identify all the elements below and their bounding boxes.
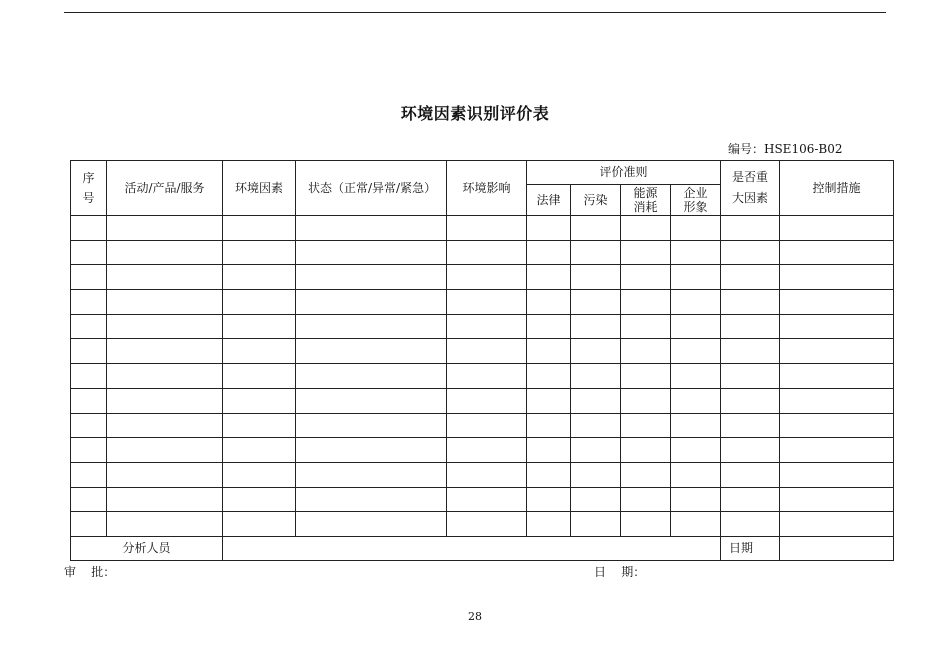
table-cell[interactable] <box>621 240 671 265</box>
table-cell[interactable] <box>447 487 527 512</box>
evaluation-table <box>70 160 894 561</box>
table-cell[interactable] <box>780 265 894 290</box>
table-cell[interactable] <box>527 314 571 339</box>
table-cell[interactable] <box>107 240 223 265</box>
analyst-input[interactable] <box>223 536 721 560</box>
table-cell[interactable] <box>71 314 107 339</box>
table-row <box>71 512 894 537</box>
table-cell[interactable] <box>107 339 223 364</box>
table-cell[interactable] <box>107 216 223 241</box>
table-cell[interactable] <box>571 216 621 241</box>
table-row <box>71 240 894 265</box>
table-cell[interactable] <box>780 290 894 315</box>
table-row <box>71 487 894 512</box>
table-cell[interactable] <box>571 512 621 537</box>
table-cell[interactable] <box>721 339 780 364</box>
table-row <box>71 438 894 463</box>
table-cell[interactable] <box>223 290 296 315</box>
table-cell[interactable] <box>527 216 571 241</box>
table-cell[interactable] <box>447 216 527 241</box>
table-cell[interactable] <box>671 364 721 389</box>
table-cell[interactable] <box>621 265 671 290</box>
header-criteria-energy: 能源消耗 <box>621 185 671 216</box>
table-cell[interactable] <box>223 216 296 241</box>
header-impact: 环境影响 <box>447 161 527 216</box>
table-cell[interactable] <box>671 314 721 339</box>
document-title: 环境因素识别评价表 <box>400 104 550 123</box>
table-cell[interactable] <box>71 339 107 364</box>
table-cell[interactable] <box>621 290 671 315</box>
table-cell[interactable] <box>721 512 780 537</box>
table-cell[interactable] <box>621 487 671 512</box>
header-criteria-group: 评价准则 <box>527 161 721 185</box>
table-cell[interactable] <box>721 388 780 413</box>
table-cell[interactable] <box>527 290 571 315</box>
table-row <box>71 216 894 241</box>
table-cell[interactable] <box>527 413 571 438</box>
table-cell[interactable] <box>671 438 721 463</box>
table-cell[interactable] <box>527 512 571 537</box>
table-cell[interactable] <box>780 314 894 339</box>
table-cell[interactable] <box>571 388 621 413</box>
table-cell[interactable] <box>571 240 621 265</box>
table-cell[interactable] <box>71 265 107 290</box>
table-row <box>71 462 894 487</box>
table-row <box>71 314 894 339</box>
table-cell[interactable] <box>621 512 671 537</box>
table-cell[interactable] <box>527 240 571 265</box>
table-cell[interactable] <box>447 364 527 389</box>
table-cell[interactable] <box>71 364 107 389</box>
table-cell[interactable] <box>621 388 671 413</box>
table-row <box>71 388 894 413</box>
table-cell[interactable] <box>107 413 223 438</box>
table-cell[interactable] <box>296 512 447 537</box>
table-cell[interactable] <box>721 364 780 389</box>
table-cell[interactable] <box>71 240 107 265</box>
table-cell[interactable] <box>780 339 894 364</box>
table-cell[interactable] <box>780 413 894 438</box>
table-cell[interactable] <box>527 462 571 487</box>
table-cell[interactable] <box>71 216 107 241</box>
table-cell[interactable] <box>223 314 296 339</box>
table-cell[interactable] <box>527 438 571 463</box>
table-cell[interactable] <box>571 462 621 487</box>
table-cell[interactable] <box>296 216 447 241</box>
table-cell[interactable] <box>107 462 223 487</box>
table-cell[interactable] <box>223 438 296 463</box>
table-cell[interactable] <box>571 438 621 463</box>
table-cell[interactable] <box>621 413 671 438</box>
table-cell[interactable] <box>671 512 721 537</box>
table-cell[interactable] <box>571 364 621 389</box>
table-cell[interactable] <box>296 487 447 512</box>
table-cell[interactable] <box>447 438 527 463</box>
table-cell[interactable] <box>447 512 527 537</box>
table-cell[interactable] <box>780 364 894 389</box>
table-cell[interactable] <box>571 314 621 339</box>
table-cell[interactable] <box>296 339 447 364</box>
table-cell[interactable] <box>671 339 721 364</box>
table-cell[interactable] <box>223 413 296 438</box>
table-cell[interactable] <box>107 487 223 512</box>
table-cell[interactable] <box>223 339 296 364</box>
table-cell[interactable] <box>780 388 894 413</box>
table-cell[interactable] <box>721 487 780 512</box>
table-cell[interactable] <box>671 290 721 315</box>
header-row-1 <box>71 161 894 185</box>
analyst-row <box>71 536 894 560</box>
table-cell[interactable] <box>721 314 780 339</box>
table-cell[interactable] <box>671 487 721 512</box>
table-cell[interactable] <box>107 290 223 315</box>
header-criteria-pollution: 污染 <box>571 185 621 216</box>
table-cell[interactable] <box>447 339 527 364</box>
table-cell[interactable] <box>296 290 447 315</box>
table-cell[interactable] <box>447 388 527 413</box>
approval-date-label: 日 期： <box>594 565 646 579</box>
header-rule <box>64 12 886 13</box>
table-cell[interactable] <box>780 462 894 487</box>
table-cell[interactable] <box>71 512 107 537</box>
table-cell[interactable] <box>71 413 107 438</box>
table-cell[interactable] <box>71 487 107 512</box>
table-cell[interactable] <box>621 438 671 463</box>
table-cell[interactable] <box>671 265 721 290</box>
table-cell[interactable] <box>671 240 721 265</box>
table-cell[interactable] <box>721 413 780 438</box>
table-cell[interactable] <box>223 512 296 537</box>
table-row <box>71 290 894 315</box>
table-cell[interactable] <box>447 413 527 438</box>
table-cell[interactable] <box>296 462 447 487</box>
date-input[interactable] <box>780 536 894 560</box>
table-cell[interactable] <box>71 438 107 463</box>
page-number: 28 <box>468 610 482 623</box>
table-cell[interactable] <box>571 487 621 512</box>
table-cell[interactable] <box>107 512 223 537</box>
table-cell[interactable] <box>780 438 894 463</box>
table-cell[interactable] <box>671 413 721 438</box>
table-cell[interactable] <box>223 462 296 487</box>
table-cell[interactable] <box>447 314 527 339</box>
table-cell[interactable] <box>571 339 621 364</box>
table-cell[interactable] <box>671 388 721 413</box>
table-cell[interactable] <box>107 265 223 290</box>
table-cell[interactable] <box>107 438 223 463</box>
document-code: 编号：HSE106-B02 <box>728 142 843 156</box>
table-row <box>71 364 894 389</box>
header-activity: 活动/产品/服务 <box>107 161 223 216</box>
table-cell[interactable] <box>527 487 571 512</box>
table-cell[interactable] <box>780 512 894 537</box>
table-cell[interactable] <box>296 314 447 339</box>
table-cell[interactable] <box>721 290 780 315</box>
table-cell[interactable] <box>780 216 894 241</box>
table-cell[interactable] <box>671 216 721 241</box>
table-row <box>71 265 894 290</box>
table-cell[interactable] <box>107 364 223 389</box>
table-cell[interactable] <box>296 364 447 389</box>
table-cell[interactable] <box>527 388 571 413</box>
analyst-label: 分析人员 <box>71 536 223 560</box>
table-cell[interactable] <box>447 462 527 487</box>
table-cell[interactable] <box>296 265 447 290</box>
table-cell[interactable] <box>721 216 780 241</box>
table-cell[interactable] <box>721 462 780 487</box>
table-cell[interactable] <box>71 388 107 413</box>
table-cell[interactable] <box>621 216 671 241</box>
header-control: 控制措施 <box>780 161 894 216</box>
header-state: 状态（正常/异常/紧急） <box>296 161 447 216</box>
table-cell[interactable] <box>223 487 296 512</box>
table-cell[interactable] <box>621 339 671 364</box>
header-seq: 序号 <box>71 161 107 216</box>
table-cell[interactable] <box>721 438 780 463</box>
table-cell[interactable] <box>447 240 527 265</box>
table-cell[interactable] <box>107 314 223 339</box>
table-cell[interactable] <box>721 265 780 290</box>
table-cell[interactable] <box>296 438 447 463</box>
table-cell[interactable] <box>223 388 296 413</box>
table-cell[interactable] <box>223 265 296 290</box>
table-cell[interactable] <box>621 364 671 389</box>
table-cell[interactable] <box>527 265 571 290</box>
table-cell[interactable] <box>621 314 671 339</box>
table-cell[interactable] <box>621 462 671 487</box>
table-cell[interactable] <box>296 413 447 438</box>
table-cell[interactable] <box>447 290 527 315</box>
header-major: 是否重大因素 <box>721 161 780 216</box>
table-cell[interactable] <box>527 339 571 364</box>
table-cell[interactable] <box>780 487 894 512</box>
table-row <box>71 413 894 438</box>
table-cell[interactable] <box>107 388 223 413</box>
table-row <box>71 339 894 364</box>
table-cell[interactable] <box>223 364 296 389</box>
table-cell[interactable] <box>780 240 894 265</box>
table-cell[interactable] <box>447 265 527 290</box>
table-cell[interactable] <box>223 240 296 265</box>
table-cell[interactable] <box>296 240 447 265</box>
table-cell[interactable] <box>71 462 107 487</box>
header-factor: 环境因素 <box>223 161 296 216</box>
table-cell[interactable] <box>671 462 721 487</box>
approval-label: 审 批： <box>64 565 116 579</box>
table-cell[interactable] <box>527 364 571 389</box>
header-criteria-image: 企业形象 <box>671 185 721 216</box>
table-cell[interactable] <box>721 240 780 265</box>
table-cell[interactable] <box>571 413 621 438</box>
header-criteria-law: 法律 <box>527 185 571 216</box>
table-cell[interactable] <box>571 265 621 290</box>
date-label: 日期 <box>721 536 780 560</box>
table-cell[interactable] <box>71 290 107 315</box>
table-cell[interactable] <box>571 290 621 315</box>
table-cell[interactable] <box>296 388 447 413</box>
